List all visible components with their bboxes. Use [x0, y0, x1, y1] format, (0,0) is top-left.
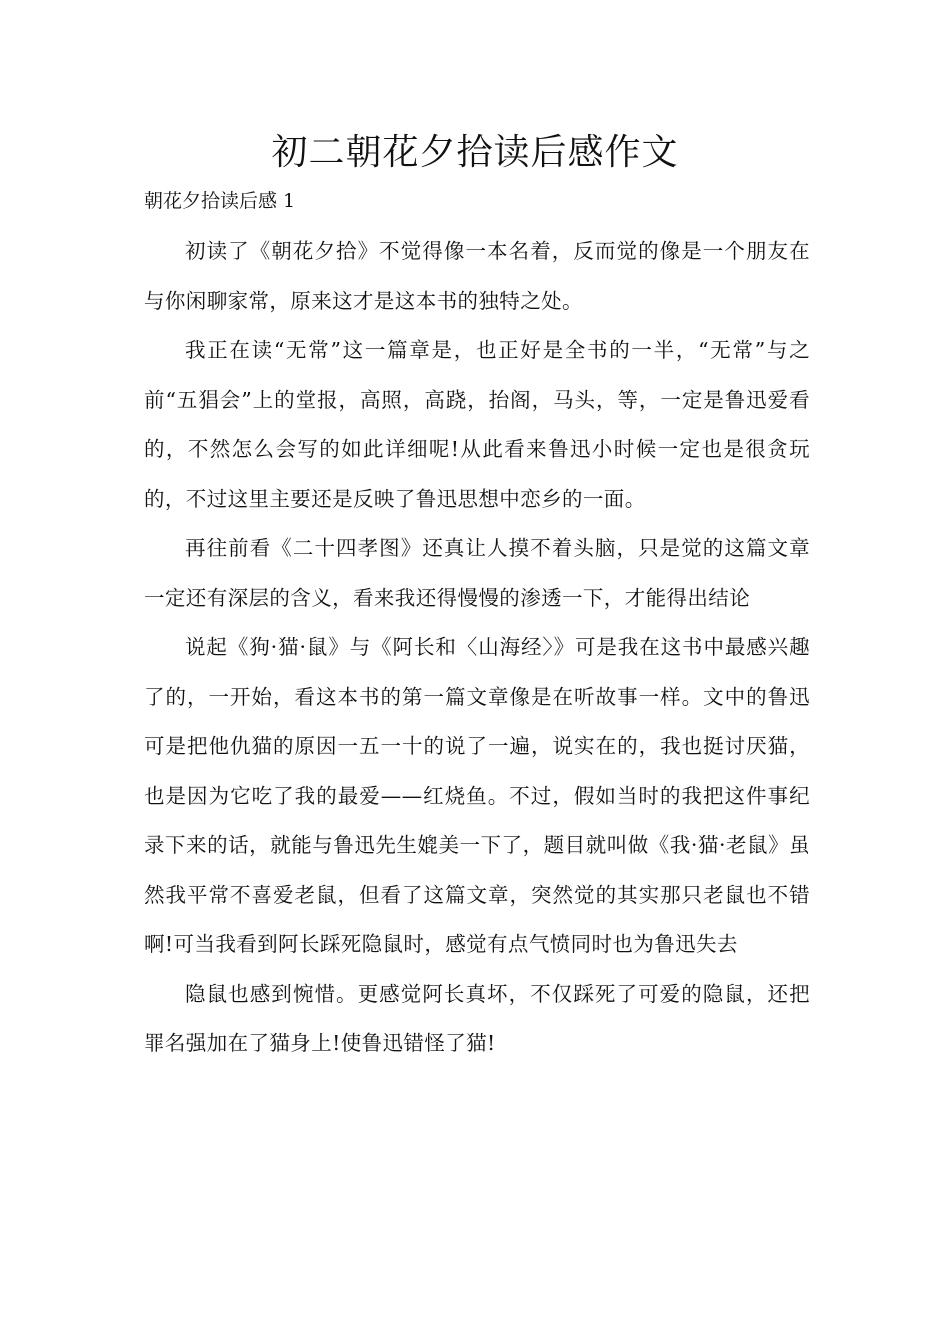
paragraph-1: 初读了《朝花夕拾》不觉得像一本名着，反而觉的像是一个朋友在与你闲聊家常，原来这才是这本书的独特之处。: [144, 239, 810, 313]
paragraph-3: 再往前看《二十四孝图》还真让人摸不着头脑，只是觉的这篇文章一定还有深层的含义，看来我还得慢慢的渗透一下，才能得出结论: [144, 536, 810, 610]
document-subtitle: 朝花夕拾读后感 1: [144, 190, 296, 212]
paragraph-4: 说起《狗·猫·鼠》与《阿长和〈山海经〉》可是我在这书中最感兴趣了的，一开始，看这本书的第一篇文章像是在听故事一样。文中的鲁迅可是把他仇猫的原因一五一十的说了一遍，说实在的，我也挺讨厌猫，也是因为它吃了我的最爱——红烧鱼。不过，假如当时的我把这件事纪录下来的话，就能与鲁迅先生媲美一下了，题目就叫做《我·猫·老鼠》虽然我平常不喜爱老鼠，但看了这篇文章，突然觉的其实那只老鼠也不错啊!可当我看到阿长踩死隐鼠时，感觉有点气愤同时也为鲁迅失去: [144, 635, 810, 956]
document-title: 初二朝花夕拾读后感作文: [271, 132, 679, 173]
paragraph-2: 我正在读“无常”这一篇章是，也正好是全书的一半，“无常”与之前“五猖会”上的堂报，高照，高跷，抬阁，马头，等，一定是鲁迅爱看的，不然怎么会写的如此详细呢!从此看来鲁迅小时候一定也是很贪玩的，不过这里主要还是反映了鲁迅思想中恋乡的一面。: [144, 338, 810, 511]
paragraph-5: 隐鼠也感到惋惜。更感觉阿长真坏，不仅踩死了可爱的隐鼠，还把罪名强加在了猫身上!使鲁迅错怪了猫!: [144, 981, 810, 1055]
document-body: [144, 227, 810, 1069]
